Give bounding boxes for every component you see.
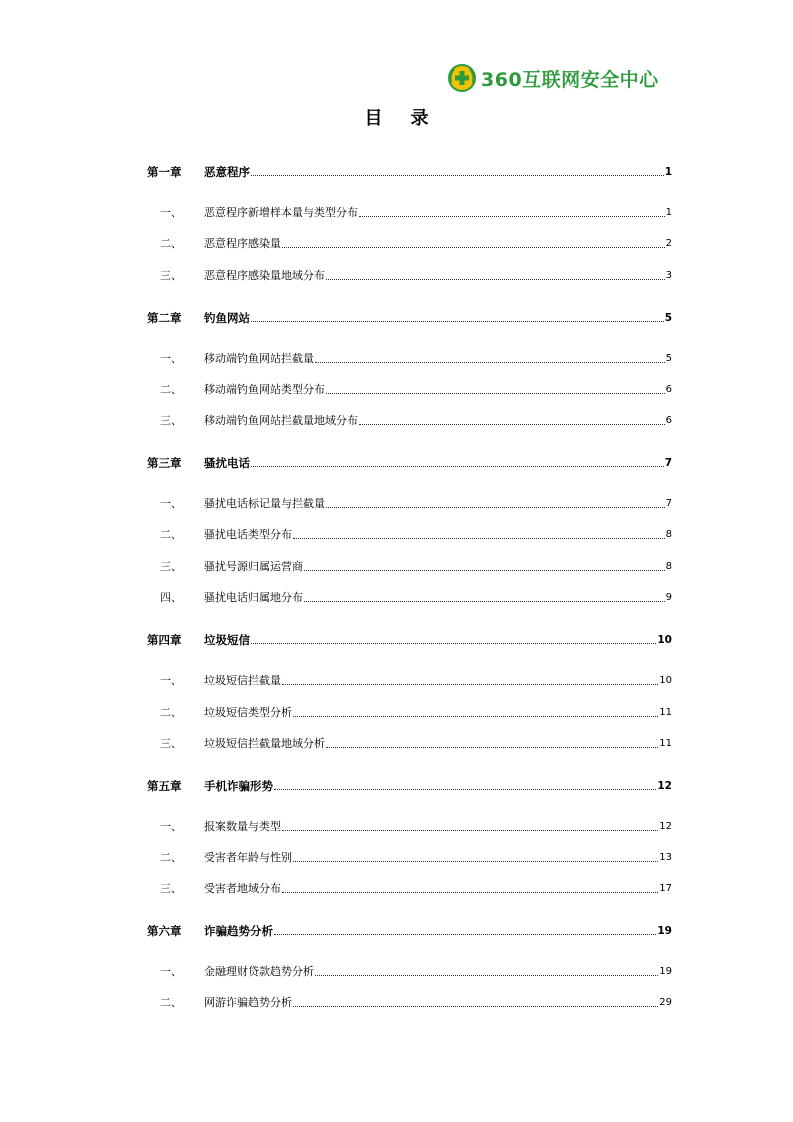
toc-page-number: 19: [659, 966, 672, 977]
toc-entry-number: 四、: [160, 591, 182, 604]
toc-section-row[interactable]: [147, 994, 672, 1010]
toc-entry-title: 骚扰电话归属地分布: [204, 591, 303, 604]
toc-section-row[interactable]: [147, 526, 672, 542]
toc-dot-leader: [282, 830, 658, 831]
toc-entry-number: 第一章: [147, 165, 182, 179]
toc-page-number: 7: [664, 457, 672, 469]
toc-dot-leader: [282, 684, 658, 685]
toc-entry-title: 骚扰号源归属运营商: [204, 560, 303, 573]
toc-entry-number: 二、: [160, 996, 182, 1009]
toc-dot-leader: [293, 716, 658, 717]
toc-page-number: 8: [665, 529, 672, 540]
toc-section-row[interactable]: [147, 818, 672, 834]
toc-section-row[interactable]: [147, 849, 672, 865]
toc-entry-number: 二、: [160, 383, 182, 396]
toc-dot-leader: [251, 466, 664, 467]
toc-section-row[interactable]: [147, 235, 672, 251]
toc-entry-number: 第三章: [147, 456, 182, 470]
toc-dot-leader: [359, 424, 665, 425]
toc-entry-title: 垃圾短信: [204, 633, 250, 647]
toc-entry-title: 恶意程序感染量地域分布: [204, 269, 325, 282]
toc-chapter-row[interactable]: [147, 631, 672, 647]
toc-entry-title: 受害者年龄与性别: [204, 851, 292, 864]
toc-page-number: 3: [665, 270, 672, 281]
toc-entry-number: 第五章: [147, 779, 182, 793]
toc-page-number: 7: [665, 498, 672, 509]
toc-page-number: 6: [665, 415, 672, 426]
toc-entry-number: 三、: [160, 269, 182, 282]
toc-entry-number: 一、: [160, 497, 182, 510]
toc-entry-number: 第二章: [147, 311, 182, 325]
toc-entry-title: 报案数量与类型: [204, 820, 281, 833]
toc-entry-title: 移动端钓鱼网站拦截量: [204, 352, 314, 365]
toc-page-number: 5: [665, 353, 672, 364]
toc-page-number: 12: [659, 821, 672, 832]
brand-logo: [447, 63, 659, 93]
toc-chapter-row[interactable]: [147, 309, 672, 325]
toc-entry-number: 一、: [160, 820, 182, 833]
toc-entry-title: 骚扰电话类型分布: [204, 528, 292, 541]
toc-section-row[interactable]: [147, 495, 672, 511]
toc-page-number: 11: [659, 738, 672, 749]
toc-dot-leader: [304, 570, 665, 571]
toc-dot-leader: [304, 601, 665, 602]
toc-section-row[interactable]: [147, 880, 672, 896]
toc-entry-title: 金融理财贷款趋势分析: [204, 965, 314, 978]
toc-dot-leader: [326, 393, 665, 394]
toc-dot-leader: [315, 362, 665, 363]
toc-dot-leader: [251, 321, 664, 322]
toc-dot-leader: [293, 1006, 658, 1007]
toc-entry-title: 骚扰电话标记量与拦截量: [204, 497, 325, 510]
toc-entry-title: 恶意程序感染量: [204, 237, 281, 250]
toc-section-row[interactable]: [147, 704, 672, 720]
toc-page-number: 11: [659, 707, 672, 718]
toc-entry-title: 网游诈骗趋势分析: [204, 996, 292, 1009]
toc-page-number: 2: [665, 238, 672, 249]
toc-entry-number: 一、: [160, 352, 182, 365]
toc-entry-title: 垃圾短信拦截量地域分析: [204, 737, 325, 750]
toc-entry-title: 移动端钓鱼网站拦截量地域分布: [204, 414, 358, 427]
toc-section-row[interactable]: [147, 735, 672, 751]
toc-page-number: 19: [657, 925, 672, 937]
toc-chapter-row[interactable]: [147, 922, 672, 938]
toc-entry-title: 垃圾短信类型分析: [204, 706, 292, 719]
toc-dot-leader: [282, 892, 658, 893]
toc-dot-leader: [282, 247, 665, 248]
toc-entry-title: 骚扰电话: [204, 456, 250, 470]
toc-page-number: 9: [665, 592, 672, 603]
toc-dot-leader: [293, 861, 658, 862]
toc-section-row[interactable]: [147, 672, 672, 688]
toc-entry-number: 二、: [160, 706, 182, 719]
toc-section-row[interactable]: [147, 381, 672, 397]
toc-entry-number: 第四章: [147, 633, 182, 647]
toc-entry-number: 二、: [160, 528, 182, 541]
toc-chapter-row[interactable]: [147, 777, 672, 793]
toc-page-number: 8: [665, 561, 672, 572]
toc-dot-leader: [315, 975, 658, 976]
toc-entry-title: 诈骗趋势分析: [204, 924, 273, 938]
logo-text: 360互联网安全中心: [481, 68, 659, 91]
toc-entry-title: 垃圾短信拦截量: [204, 674, 281, 687]
toc-section-row[interactable]: [147, 350, 672, 366]
toc-dot-leader: [326, 747, 658, 748]
toc-entry-number: 第六章: [147, 924, 182, 938]
toc-section-row[interactable]: [147, 412, 672, 428]
toc-section-row[interactable]: [147, 589, 672, 605]
toc-entry-title: 恶意程序新增样本量与类型分布: [204, 206, 358, 219]
toc-title: 目录: [364, 108, 457, 129]
toc-section-row[interactable]: [147, 963, 672, 979]
toc-section-row[interactable]: [147, 204, 672, 220]
toc-entry-number: 三、: [160, 882, 182, 895]
toc-entry-number: 二、: [160, 851, 182, 864]
toc-dot-leader: [359, 216, 665, 217]
toc-page-number: 13: [659, 852, 672, 863]
toc-page-number: 12: [657, 780, 672, 792]
360-logo-icon: [447, 63, 477, 93]
toc-section-row[interactable]: [147, 558, 672, 574]
toc-page-number: 10: [659, 675, 672, 686]
toc-entry-number: 三、: [160, 737, 182, 750]
toc-chapter-row[interactable]: [147, 454, 672, 470]
toc-entry-title: 移动端钓鱼网站类型分布: [204, 383, 325, 396]
toc-entry-number: 一、: [160, 674, 182, 687]
toc-page-number: 10: [657, 634, 672, 646]
toc-page-number: 29: [659, 997, 672, 1008]
toc-section-row[interactable]: [147, 267, 672, 283]
toc-dot-leader: [326, 279, 665, 280]
toc-dot-leader: [274, 934, 656, 935]
toc-entry-number: 一、: [160, 965, 182, 978]
toc-dot-leader: [293, 538, 665, 539]
toc-entry-title: 钓鱼网站: [204, 311, 250, 325]
toc-entry-number: 三、: [160, 560, 182, 573]
toc-entry-title: 恶意程序: [204, 165, 250, 179]
toc-page-number: 5: [664, 312, 672, 324]
toc-dot-leader: [326, 507, 665, 508]
toc-page-number: 1: [665, 207, 672, 218]
toc-dot-leader: [251, 175, 664, 176]
toc-chapter-row[interactable]: [147, 163, 672, 179]
toc-dot-leader: [251, 643, 656, 644]
toc-dot-leader: [274, 789, 656, 790]
toc-page-number: 6: [665, 384, 672, 395]
toc-entry-title: 手机诈骗形势: [204, 779, 273, 793]
toc-entry-number: 一、: [160, 206, 182, 219]
toc-page-number: 17: [659, 883, 672, 894]
toc-page-number: 1: [664, 166, 672, 178]
toc-entry-title: 受害者地域分布: [204, 882, 281, 895]
toc-entry-number: 二、: [160, 237, 182, 250]
toc-entry-number: 三、: [160, 414, 182, 427]
